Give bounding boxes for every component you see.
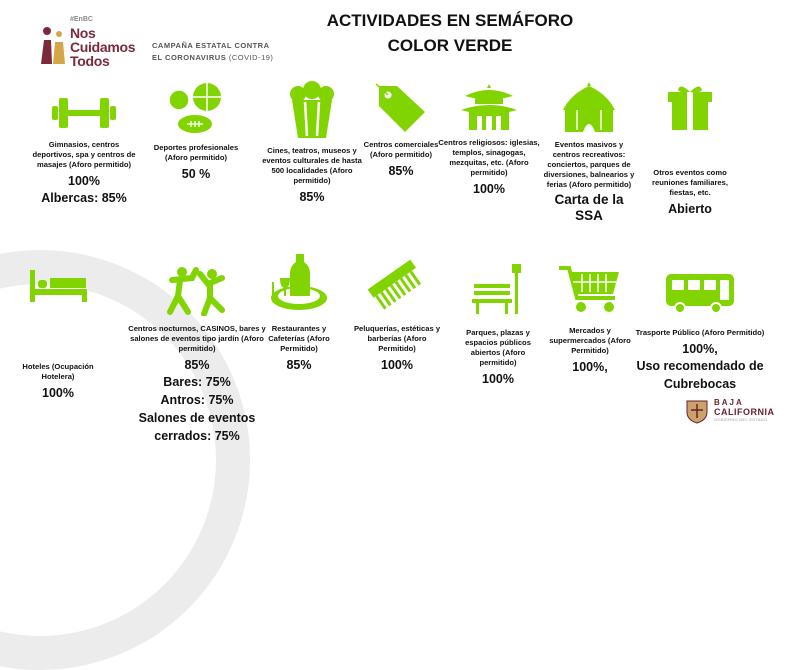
activity-value: 85%	[388, 164, 414, 178]
bc-line-3: GOBIERNO DEL ESTADO	[714, 417, 768, 422]
activity-nightclubs	[128, 266, 266, 445]
activity-value: 100%,	[682, 342, 718, 356]
state-seal-icon	[684, 398, 710, 424]
activity-religious-centers	[438, 82, 540, 197]
activity-label: Centros nocturnos, CASINOS, bares y salones de eventos tipo jardín (Aforo permitido)	[128, 324, 266, 353]
temple-icon	[457, 82, 521, 132]
family-figures-icon	[38, 24, 68, 66]
activity-label: Trasporte Público (Aforo Permitido)	[635, 328, 765, 337]
activity-value: Antros: 75%	[160, 393, 234, 407]
restaurant-icon	[266, 248, 332, 314]
activity-mass-events	[541, 80, 637, 224]
campaign-covid: (COVID-19)	[228, 53, 274, 62]
gift-icon	[664, 82, 716, 132]
activity-label: Hoteles (Ocupación Hotelera)	[22, 362, 94, 381]
activity-barbershops	[348, 258, 446, 373]
baja-california-logo	[682, 398, 782, 422]
logo-text-3: Todos	[70, 53, 110, 69]
activity-cinemas	[262, 80, 362, 205]
title-line-2: COLOR VERDE	[387, 36, 513, 55]
activity-label: Deportes profesionales (Aforo permitido)	[153, 143, 239, 162]
activity-value: 50 %	[181, 167, 211, 181]
activity-public-transport	[628, 270, 772, 393]
activity-other-events	[640, 82, 740, 217]
activity-value: 100%	[68, 174, 100, 188]
bc-line-2: CALIFORNIA	[714, 407, 775, 417]
activity-value: Albercas: 85%	[41, 191, 127, 205]
activity-label: Otros eventos como reuniones familiares, fiestas, etc.	[652, 168, 728, 197]
logo-text-1: Nos	[70, 25, 96, 41]
dancers-icon	[164, 266, 230, 316]
activity-value: Abierto	[668, 202, 712, 216]
activity-label: Peluquerías, estéticas y barberías (Aforo Permitido)	[353, 324, 441, 353]
activity-label: Restaurantes y Cafeterías (Aforo Permitido)	[268, 324, 330, 353]
campaign-text	[152, 40, 273, 64]
activity-value: 85%	[286, 358, 312, 372]
bc-line-1: BAJA	[714, 398, 744, 407]
campaign-line-2: EL CORONAVIRUS	[152, 53, 227, 62]
page-title	[300, 8, 600, 58]
activity-label: Gimnasios, centros deportivos, spa y centros de masajes (Aforo permitido)	[32, 140, 136, 169]
activity-value: 100%	[42, 386, 74, 400]
activity-label: Cines, teatros, museos y eventos culturales de hasta 500 localidades (Aforo permitido)	[262, 146, 362, 185]
activity-markets	[548, 262, 632, 375]
activity-value: Salones de eventos cerrados: 75%	[138, 411, 256, 443]
activity-professional-sports	[142, 82, 250, 182]
activity-value: Carta de la SSA	[554, 192, 624, 223]
activity-value: 100%	[482, 372, 514, 386]
activity-label: Centros religiosos: iglesias, templos, sinagogas, mezquitas, etc. (Aforo permitido)	[438, 138, 540, 177]
title-line-1: ACTIVIDADES EN SEMÁFORO	[326, 11, 574, 30]
campaign-logo	[38, 16, 148, 72]
bus-icon	[664, 270, 736, 314]
park-bench-icon	[468, 262, 528, 316]
activity-gyms	[28, 92, 140, 207]
activity-value: Uso recomendado de Cubrebocas	[636, 359, 764, 391]
shopping-cart-icon	[557, 262, 623, 314]
dumbbell-icon	[50, 92, 118, 134]
price-tag-icon	[373, 82, 429, 134]
activity-value: 100%	[381, 358, 413, 372]
campaign-line-1: CAMPAÑA ESTATAL CONTRA	[152, 41, 270, 50]
activity-label: Mercados y supermercados (Aforo Permitido)	[549, 326, 631, 355]
activity-value: 85%	[184, 358, 210, 372]
activity-label: Centros comerciales (Aforo permitido)	[363, 140, 439, 159]
activity-restaurants	[262, 248, 336, 373]
activity-label: Eventos masivos y centros recreativos: conciertos, parques de diversiones, balnearios y ferias (Aforo permitido)	[543, 140, 635, 189]
popcorn-icon	[286, 80, 338, 140]
circus-tent-icon	[559, 80, 619, 134]
activity-value: 100%	[473, 182, 505, 196]
activity-malls	[358, 82, 444, 179]
activity-label: Parques, plazas y espacios públicos abiertos (Aforo permitido)	[465, 328, 531, 367]
sports-balls-icon	[165, 82, 227, 137]
logo-hashtag: #EnBC	[70, 16, 93, 23]
activity-hotels	[6, 268, 110, 401]
bed-icon	[26, 268, 90, 304]
activity-value: 100%,	[572, 360, 608, 374]
activity-value: 85%	[299, 190, 325, 204]
activity-value: Bares: 75%	[163, 375, 231, 389]
logo-text-2: Cuidamos	[70, 39, 136, 55]
activity-parks	[452, 262, 544, 387]
comb-icon	[367, 258, 427, 314]
